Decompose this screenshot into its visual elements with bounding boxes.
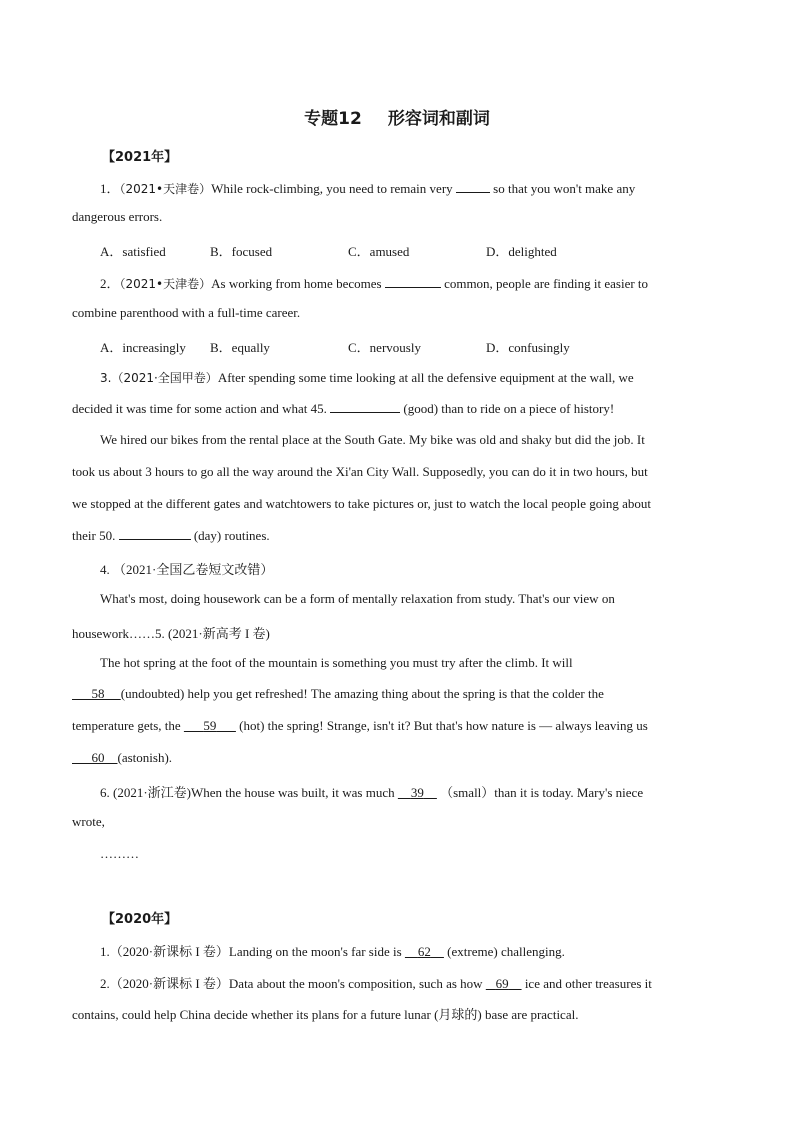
q6-line-3: ……… (100, 846, 139, 861)
q8-blank-69[interactable]: 69 (495, 976, 509, 991)
q7-blank-62[interactable]: 62 (417, 944, 431, 959)
q1-blank[interactable] (456, 180, 490, 193)
q4-line-1: 4. （2021·全国乙卷短文改错） (100, 562, 274, 577)
q3-line-4: took us about 3 hours to go all the way around the Xi'an City Wall. Supposedly, you can do it in two hours, but (72, 464, 648, 479)
q2-line-2: combine parenthood with a full-time career. (72, 305, 301, 320)
q3-line-2: decided it was time for some action and what 45. (good) than to ride on a piece of history! (72, 401, 615, 416)
q8-line-1: 2.（2020·新课标 I 卷）Data about the moon's composition, such as how 69 ice and other treasures it (100, 976, 652, 991)
q1-option-d[interactable]: D．delighted (486, 244, 557, 259)
title-main: 专题12 (304, 109, 362, 129)
section-2020-heading: 【2020年】 (102, 912, 178, 927)
q1-line-2: dangerous errors. (72, 209, 163, 224)
q6-line-1: 6. (2021·浙江卷)When the house was built, it was much 39 （small）than it is today. Mary's niece (100, 785, 644, 800)
q3-line-3: We hired our bikes from the rental place at the South Gate. My bike was old and shaky but did the job. It (100, 432, 645, 447)
q3-line-6: their 50. (day) routines. (72, 528, 270, 543)
q3-blank-50[interactable] (119, 527, 191, 540)
q5-line-4: 60 (astonish). (72, 750, 172, 766)
q2-option-c[interactable]: C．nervously (348, 340, 421, 355)
q2-option-a[interactable]: A．increasingly (100, 340, 186, 355)
q4-line-3: housework……5. (2021·新高考 I 卷) (72, 626, 270, 641)
q5-blank-59[interactable]: 59 (203, 718, 217, 733)
q5-line-1: The hot spring at the foot of the mountain is something you must try after the climb. It will (100, 655, 573, 670)
q5-line-2: 58 (undoubted) help you get refreshed! The amazing thing about the spring is that the colder the (72, 686, 604, 702)
q3-blank-45[interactable] (330, 400, 400, 413)
q2-blank[interactable] (385, 275, 441, 288)
q8-line-2: contains, could help China decide whether its plans for a future lunar (月球的) base are practical. (72, 1007, 579, 1022)
q1-line-1: 1．（2021•天津卷）While rock-climbing, you need to remain very so that you won't make any (100, 181, 636, 196)
q5-blank-60[interactable]: 60 (91, 750, 105, 765)
q2-option-b[interactable]: B．equally (210, 340, 270, 355)
q4-line-2: What's most, doing housework can be a form of mentally relaxation from study. That's our view on (100, 591, 615, 606)
section-2021-heading: 【2021年】 (102, 150, 178, 165)
title-sub: 形容词和副词 (387, 109, 490, 129)
q6-line-2: wrote, (72, 814, 105, 829)
q1-option-b[interactable]: B．focused (210, 244, 273, 259)
q5-blank-58[interactable]: 58 (91, 686, 105, 701)
q5-line-3: temperature gets, the 59 (hot) the spring! Strange, isn't it? But that's how nature is — always leaving us (72, 718, 648, 733)
q1-option-c[interactable]: C．amused (348, 244, 410, 259)
q3-line-1: 3.（2021·全国甲卷）After spending some time looking at all the defensive equipment at the wall, we (100, 370, 634, 385)
q3-line-5: we stopped at the different gates and watchtowers to take pictures or, just to watch the local people going about (72, 496, 652, 511)
q2-line-1: 2．（2021•天津卷）As working from home becomes common, people are finding it easier to (100, 276, 649, 291)
page-title (72, 104, 722, 129)
q7-line-1: 1.（2020·新课标 I 卷）Landing on the moon's far side is 62 (extreme) challenging. (100, 944, 565, 959)
q6-blank-39[interactable]: 39 (410, 785, 424, 800)
q2-option-d[interactable]: D．confusingly (486, 340, 570, 355)
q1-option-a[interactable]: A．satisfied (100, 244, 166, 259)
